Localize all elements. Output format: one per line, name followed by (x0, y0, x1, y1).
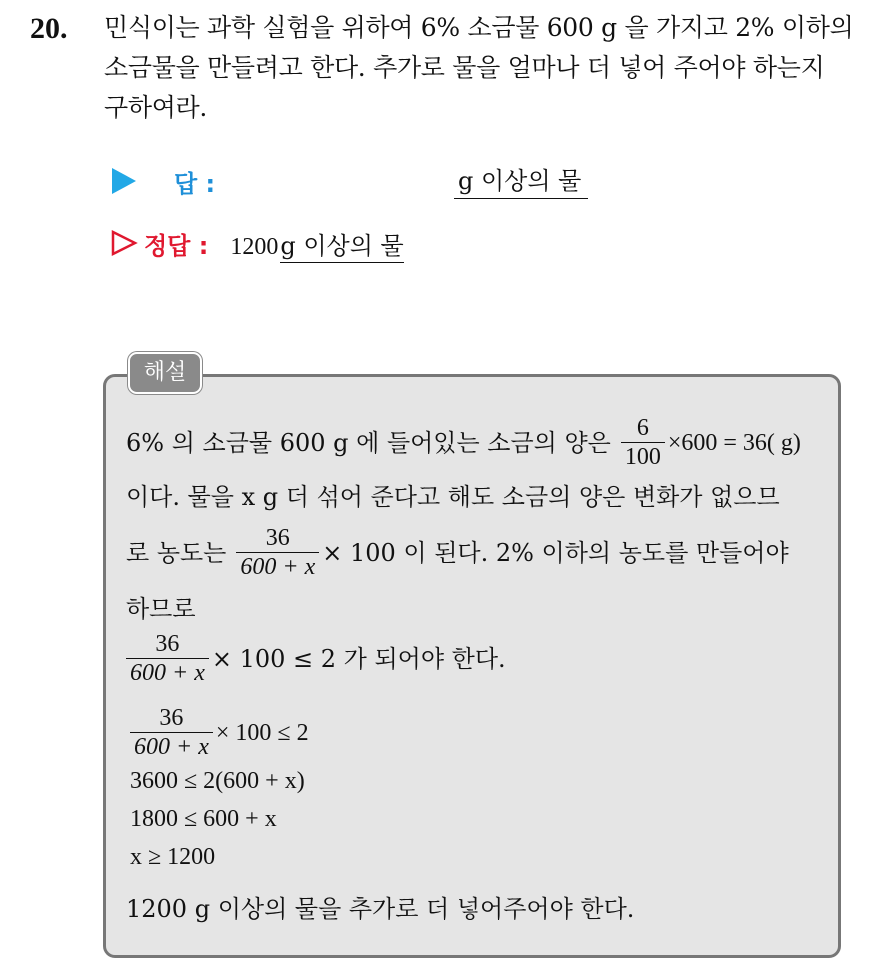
fraction-36-over-600x (236, 524, 319, 581)
correct-answer-row (110, 226, 404, 260)
correct-answer-label: 정답 : (144, 231, 209, 260)
explanation-line-3 (126, 524, 789, 581)
explanation-line-3-rest: × 100 이 된다. 2% 이하의 농도를 만들어야 (322, 538, 789, 567)
answer-row (110, 164, 215, 198)
fraction-36-over-600x (126, 630, 209, 687)
fraction-denominator: 100 (621, 442, 665, 471)
correct-answer-unit: g 이상의 물 (280, 232, 403, 263)
explanation-line-1 (126, 414, 801, 471)
explanation-line-8: 1800 ≤ 600 + x (130, 806, 277, 832)
explanation-line-1-result: ×600 = 36( g) (667, 429, 801, 456)
correct-answer-value (230, 226, 403, 261)
explanation-line-2: 이다. 물을 x g 더 섞어 준다고 해도 소금의 양은 변화가 없으므 (126, 483, 780, 511)
explanation-line-5-rest: × 100 ≤ 2 가 되어야 한다. (211, 644, 506, 673)
explanation-line-6-rest: × 100 ≤ 2 (215, 719, 309, 746)
fraction-numerator: 36 (155, 631, 180, 657)
fraction-numerator: 36 (159, 705, 184, 731)
play-marker-icon (112, 168, 136, 194)
correct-answer-number: 1200 (230, 233, 279, 260)
fraction-6-over-100 (621, 414, 665, 471)
answer-unit-text: g 이상의 물 (458, 167, 582, 195)
fraction-denominator: 600 + x (126, 658, 209, 687)
explanation-line-4: 하므로 (126, 595, 196, 623)
answer-label: 답 : (174, 169, 216, 198)
question-text-line-2: 소금물을 만들려고 한다. 추가로 물을 얼마나 더 넣어 주어야 하는지 (104, 53, 825, 82)
fraction-denominator: 600 + x (130, 732, 213, 761)
question-number: 20. (30, 12, 68, 45)
explanation-line-10: 1200 g 이상의 물을 추가로 더 넣어주어야 한다. (126, 895, 635, 923)
outline-triangle-icon (110, 229, 138, 257)
explanation-line-6 (130, 704, 309, 761)
explanation-line-5 (126, 630, 506, 687)
question-text-line-1: 민식이는 과학 실험을 위하여 6% 소금물 600 g 을 가지고 2% 이하의 (104, 13, 854, 42)
explanation-line-9: x ≥ 1200 (130, 844, 216, 870)
fraction-36-over-600x (130, 704, 213, 761)
explanation-tab: 해설 (128, 352, 202, 394)
fraction-numerator: 36 (265, 525, 290, 551)
explanation-line-1-text: 6% 의 소금물 600 g 에 들어있는 소금의 양은 (126, 428, 611, 457)
explanation-line-3-text: 로 농도는 (126, 538, 227, 567)
question-text-line-3: 구하여라. (104, 93, 208, 122)
explanation-line-7: 3600 ≤ 2(600 + x) (130, 768, 305, 794)
answer-input-blank[interactable] (454, 164, 588, 199)
fraction-numerator: 6 (636, 415, 649, 441)
fraction-denominator: 600 + x (236, 552, 319, 581)
